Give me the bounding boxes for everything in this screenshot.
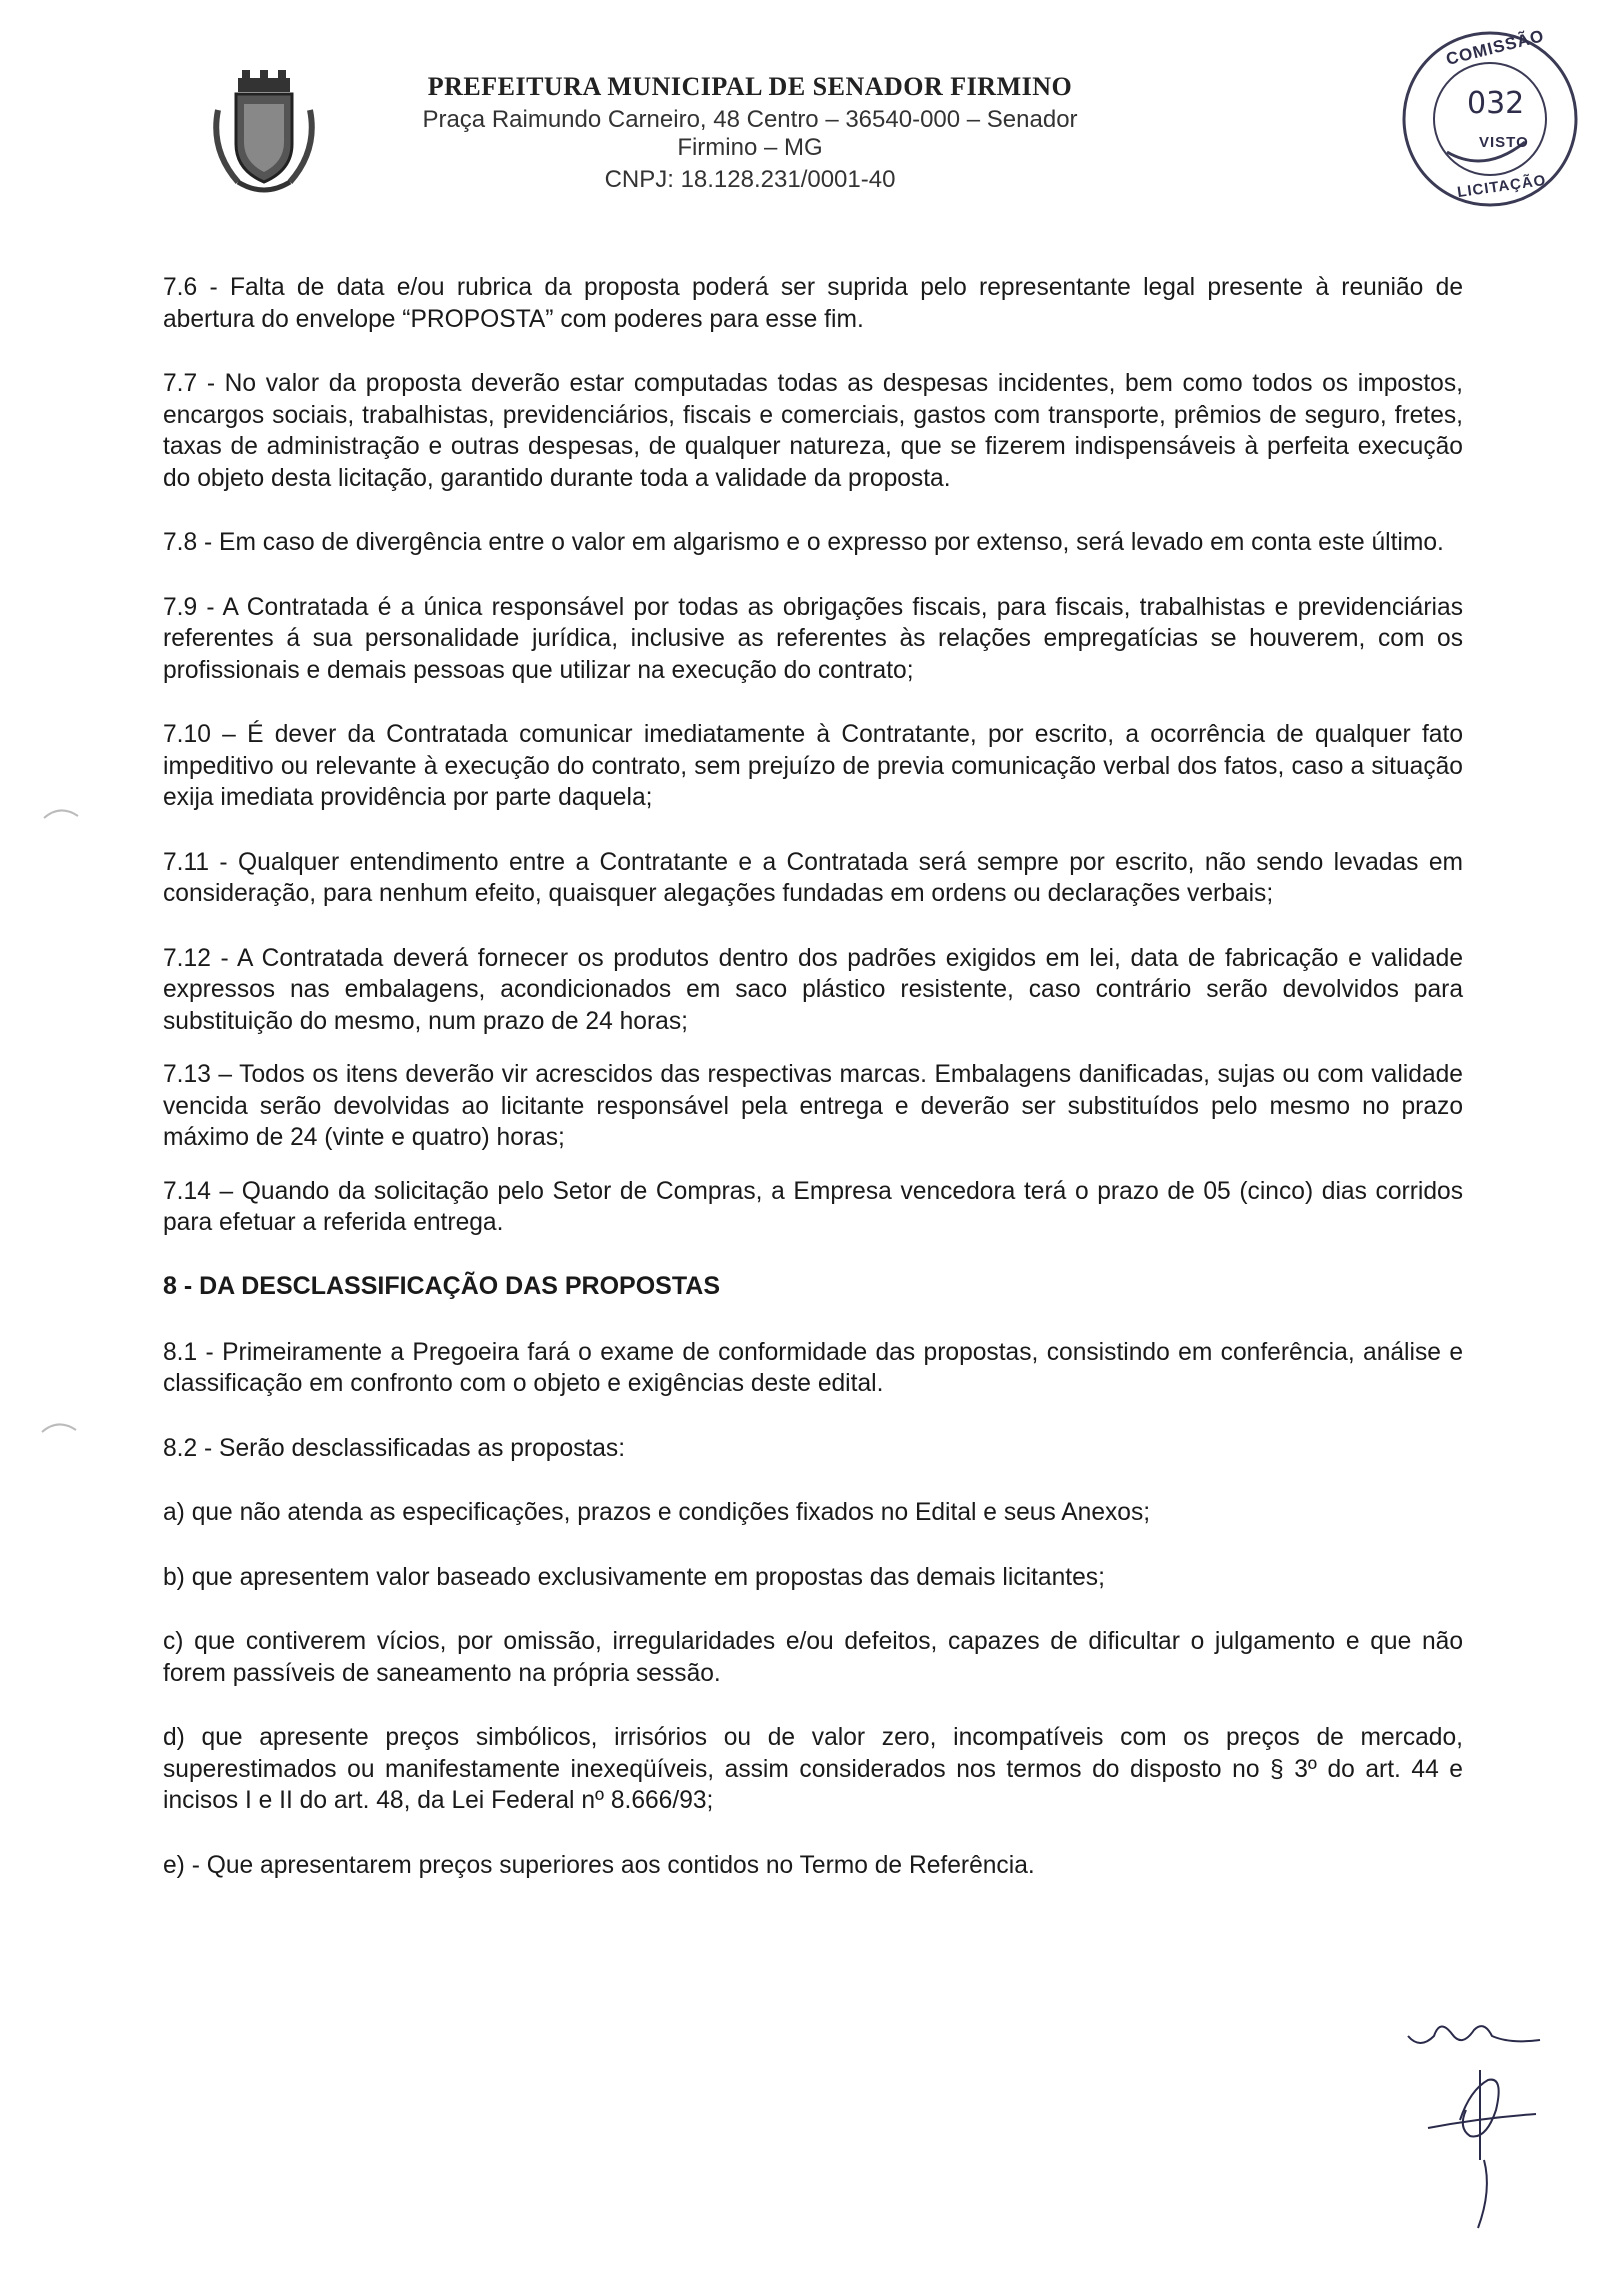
paragraph-7-8: 7.8 - Em caso de divergência entre o valor em algarismo e o expresso por extenso, será levado em conta este último. (163, 529, 1444, 556)
paragraph-7-7: 7.7 - No valor da proposta deverão estar computadas todas as despesas incidentes, bem como todos os impostos, encargos sociais, trabalhistas, previdenciários, fiscais e comerciais, gastos com transporte, prêmios de seguro, fretes, taxas de administração e outras despesas, de qualquer natureza, que se fizerem indispensáveis à perfeita execução do objeto desta licitação, garantido durante toda a validade da proposta. (163, 370, 1463, 492)
paragraph-7-13: 7.13 – Todos os itens deverão vir acrescidos das respectivas marcas. Embalagens danificadas, sujas ou com validade vencida serão devolvidas ao licitante responsável pela entrega e deverão ser substituídos pelo mesmo no prazo máximo de 24 (vinte e quatro) horas; (163, 1061, 1463, 1151)
stamp-number: 032 (1467, 86, 1525, 121)
item-d: d) que apresente preços simbólicos, irrisórios ou de valor zero, incompatíveis com os preços de mercado, superestimados ou manifestamente inexeqüíveis, assim considerados nos termos do disposto no § 3º do art. 44 e incisos I e II do art. 48, da Lei Federal nº 8.666/93; (163, 1724, 1463, 1814)
header-address: Praça Raimundo Carneiro, 48 Centro – 36540-000 – Senador Firmino – MG (422, 106, 1078, 161)
paragraph-7-14: 7.14 – Quando da solicitação pelo Setor de Compras, a Empresa vencedora terá o prazo de 05 (cinco) dias corridos para efetuar a referida entrega. (163, 1177, 1463, 1236)
paragraph-8-1: 8.1 - Primeiramente a Pregoeira fará o exame de conformidade das propostas, consistindo em conferência, análise e classificação em confronto com o objeto e exigências deste edital. (163, 1338, 1463, 1397)
margin-mark-icon (40, 1416, 80, 1436)
document-body (163, 272, 1463, 1914)
paragraph-8-2: 8.2 - Serão desclassificadas as propostas: (163, 1434, 626, 1462)
item-b: b) que apresentem valor baseado exclusivamente em propostas das demais licitantes; (163, 1563, 1105, 1591)
header-title: PREFEITURA MUNICIPAL DE SENADOR FIRMINO (427, 72, 1073, 101)
paragraph-7-9: 7.9 - A Contratada é a única responsável por todas as obrigações fiscais, para fiscais, trabalhistas e previdenciárias referentes á sua personalidade jurídica, inclusive as referentes às relações empregatícias se houverem, com os profissionais e demais pessoas que utilizar na execução do contrato; (163, 593, 1463, 684)
paragraph-7-6: 7.6 - Falta de data e/ou rubrica da proposta poderá ser suprida pelo representante legal presente à reunião de abertura do envelope “PROPOSTA” com poderes para esse fim. (163, 274, 1463, 333)
item-e: e) - Que apresentarem preços superiores aos contidos no Termo de Referência. (163, 1851, 1035, 1879)
header-text-block (390, 72, 1110, 194)
stamp-visto: VISTO (1479, 134, 1529, 151)
commission-stamp (1395, 24, 1585, 214)
section-8-title: 8 - DA DESCLASSIFICAÇÃO DAS PROPOSTAS (163, 1271, 720, 1300)
stamp-bottom-text: LICITAÇÃO (1456, 171, 1548, 202)
stamp-top-text: COMISSÃO (1444, 26, 1547, 69)
header-cnpj: CNPJ: 18.128.231/0001-40 (604, 166, 896, 193)
item-a: a) que não atenda as especificações, prazos e condições fixados no Edital e seus Anexos; (163, 1499, 1151, 1526)
paragraph-7-10: 7.10 – É dever da Contratada comunicar imediatamente à Contratante, por escrito, a ocorrência de qualquer fato impeditivo ou relevante à execução do contrato, sem prejuízo de previa comunicação verbal dos fatos, caso a situação exija imediata providência por parte daquela; (163, 721, 1463, 811)
margin-mark-icon (42, 802, 82, 822)
item-c: c) que contiverem vícios, por omissão, irregularidades e/ou defeitos, capazes de dificultar o julgamento e que não forem passíveis de saneamento na própria sessão. (163, 1628, 1463, 1687)
paragraph-7-12: 7.12 - A Contratada deverá fornecer os produtos dentro dos padrões exigidos em lei, data de fabricação e validade expressos nas embalagens, acondicionados em saco plástico resistente, caso contrário serão devolvidos para substituição do mesmo, num prazo de 24 horas; (163, 944, 1463, 1035)
page-header (0, 0, 1600, 230)
coat-of-arms-icon (208, 70, 320, 200)
handwritten-signature-icon (1400, 2010, 1560, 2240)
paragraph-7-11: 7.11 - Qualquer entendimento entre a Contratante e a Contratada será sempre por escrito, não sendo levadas em consideração, para nenhum efeito, quaisquer alegações fundadas em ordens ou declarações verbais; (163, 848, 1463, 907)
